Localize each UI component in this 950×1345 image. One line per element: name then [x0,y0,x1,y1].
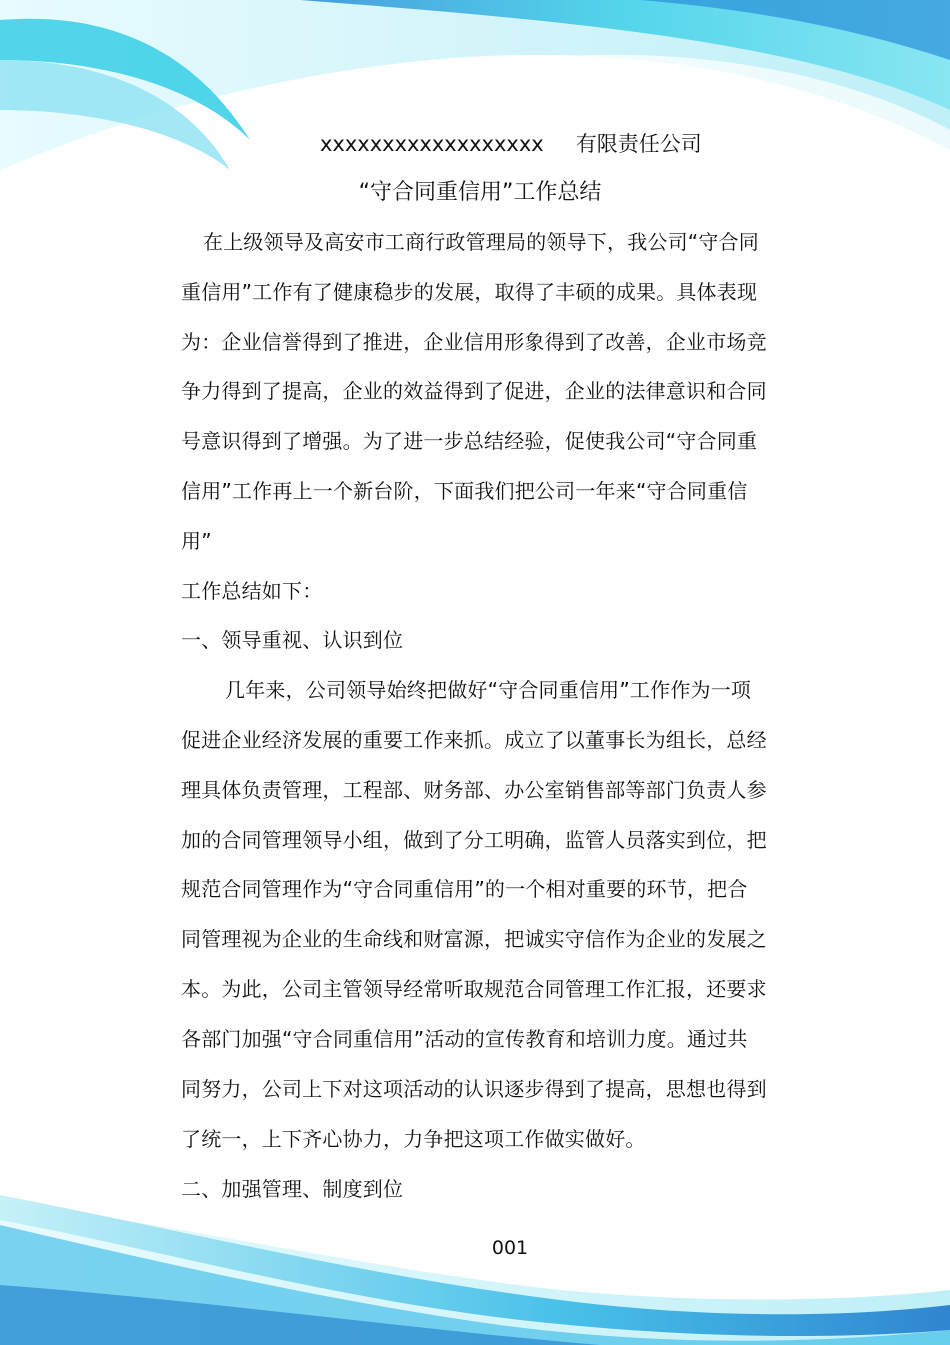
paragraph-line: 用” [181,529,212,553]
company-title [320,128,700,160]
paragraph-line: 争力得到了提高，企业的效益得到了促进，企业的法律意识和合同 [181,379,767,403]
paragraph-line: 在上级领导及高安市工商行政管理局的领导下，我公司“守合同 [203,230,759,254]
paragraph-line: 重信用”工作有了健康稳步的发展，取得了丰硕的成果。具体表现 [181,280,758,304]
paragraph-line: 理具体负责管理，工程部、财务部、办公室销售部等部门负责人参 [181,778,767,802]
paragraph-line: 加的合同管理领导小组，做到了分工明确，监管人员落实到位，把 [181,828,767,852]
paragraph-line: 了统一，上下齐心协力，力争把这项工作做实做好。 [181,1127,646,1151]
paragraph-line: 为：企业信誉得到了推进，企业信用形象得到了改善，企业市场竞 [181,330,767,354]
paragraph-line: 规范合同管理作为“守合同重信用”的一个相对重要的环节，把合 [181,877,748,901]
paragraph-line: 同努力，公司上下对这项活动的认识逐步得到了提高，思想也得到 [181,1077,767,1101]
section-heading: 二、加强管理、制度到位 [181,1177,404,1201]
company-suffix: 有限责任公司 [575,132,702,156]
page-number: 001 [491,1237,529,1259]
paragraph-line: 几年来，公司领导始终把做好“守合同重信用”工作作为一项 [225,678,752,702]
paragraph-line: 各部门加强“守合同重信用”活动的宣传教育和培训力度。通过共 [181,1027,748,1051]
paragraph-line: 工作总结如下： [181,579,323,603]
paragraph-line: 号意识得到了增强。为了进一步总结经验，促使我公司“守合同重 [181,429,758,453]
paragraph-line: 本。为此，公司主管领导经常听取规范合同管理工作汇报，还要求 [181,977,767,1001]
paragraph-line: 促进企业经济发展的重要工作来抓。成立了以董事长为组长，总经 [181,728,767,752]
company-name-placeholder: xxxxxxxxxxxxxxxxxx [320,132,544,156]
section-heading: 一、领导重视、认识到位 [181,628,404,652]
paragraph-line: 信用”工作再上一个新台阶，下面我们把公司一年来“守合同重信 [181,479,748,503]
document-title: “守合同重信用”工作总结 [358,180,602,205]
paragraph-line: 同管理视为企业的生命线和财富源，把诚实守信作为企业的发展之 [181,927,767,951]
